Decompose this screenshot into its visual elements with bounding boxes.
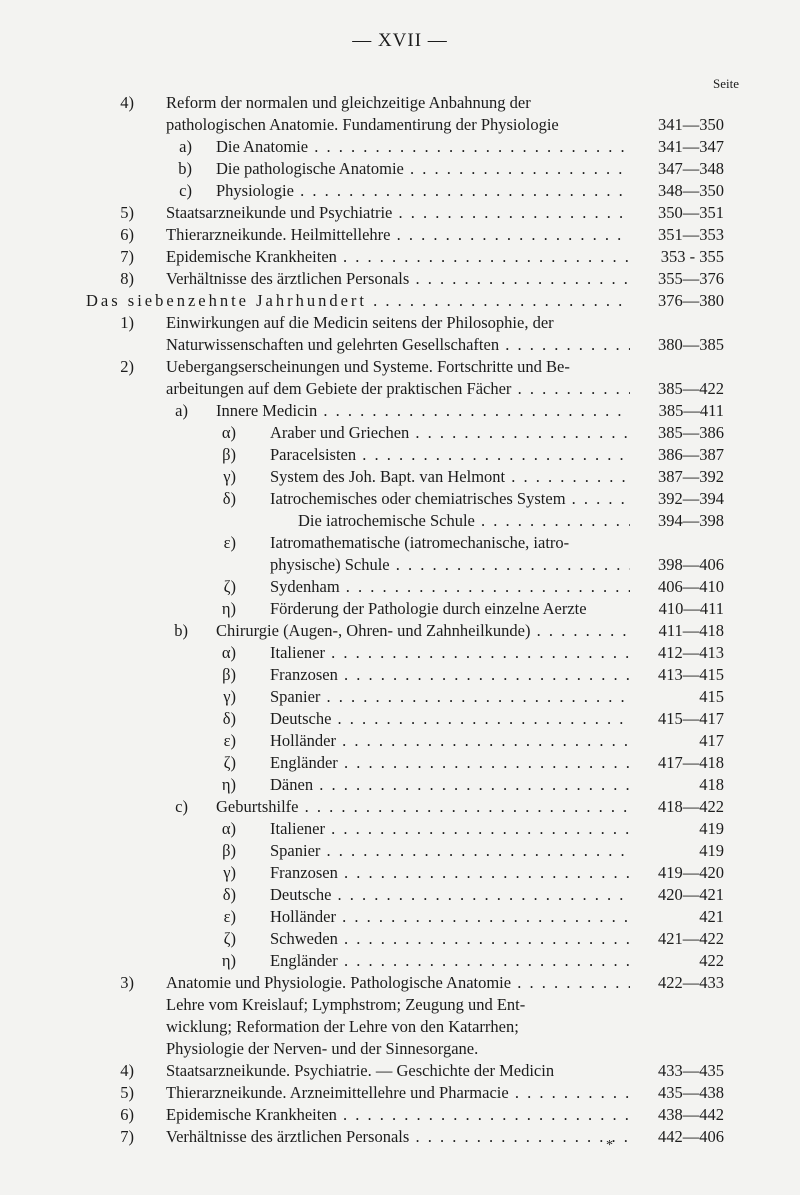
entry-pages: 411—418 <box>658 621 724 640</box>
entry-pages: 435—438 <box>658 1083 724 1102</box>
entry-number: b) <box>174 621 188 640</box>
toc-entry <box>0 928 800 950</box>
entry-pages: 353 - 355 <box>660 247 724 266</box>
entry-title: pathologischen Anatomie. Fundamentirung der Physiologie <box>166 115 559 134</box>
entry-pages: 406—410 <box>658 577 724 596</box>
entry-number: ζ) <box>223 753 236 772</box>
toc-entry <box>0 290 800 312</box>
entry-title: Epidemische Krankheiten . . . <box>166 1104 630 1126</box>
entry-pages: 419 <box>699 819 724 838</box>
entry-pages: 419 <box>699 841 724 860</box>
entry-number: 5) <box>120 203 134 222</box>
entry-title: Uebergangserscheinungen und Systeme. Fortschritte und Be- <box>166 357 570 376</box>
entry-number: δ) <box>222 709 236 728</box>
entry-number: b) <box>178 159 192 178</box>
entry-pages: 413—415 <box>658 665 724 684</box>
toc-entry <box>0 950 800 972</box>
toc-entry <box>0 466 800 488</box>
entry-number: a) <box>179 137 192 156</box>
entry-pages: 442—406 <box>658 1127 724 1146</box>
entry-number: ε) <box>223 533 236 552</box>
toc-entry <box>0 796 800 818</box>
entry-number: η) <box>221 951 236 970</box>
toc-entry <box>0 356 800 378</box>
entry-title: Franzosen . . . <box>270 664 630 686</box>
toc-entry <box>0 774 800 796</box>
toc-entry <box>0 246 800 268</box>
entry-title: wicklung; Reformation der Lehre von den Katarrhen; <box>166 1017 519 1036</box>
toc-entry <box>0 972 800 994</box>
entry-title: Dänen . . . <box>270 774 630 796</box>
entry-number: 6) <box>120 1105 134 1124</box>
entry-title: Italiener . . . <box>270 818 630 840</box>
entry-title: Anatomie und Physiologie. Pathologische Anatomie . . . <box>166 972 630 994</box>
toc-entry <box>0 1038 800 1060</box>
entry-number: γ) <box>223 687 236 706</box>
toc-entry <box>0 554 800 576</box>
entry-number: β) <box>222 445 236 464</box>
toc-entry <box>0 862 800 884</box>
entry-number: α) <box>221 643 236 662</box>
entry-title: Physiologie . . . <box>216 180 630 202</box>
entry-title: Franzosen . . . <box>270 862 630 884</box>
entry-pages: 341—347 <box>658 137 724 156</box>
toc-entry <box>0 532 800 554</box>
entry-pages: 355—376 <box>658 269 724 288</box>
toc-entry <box>0 400 800 422</box>
entry-number: δ) <box>222 885 236 904</box>
entry-title: Die Anatomie . . . <box>216 136 630 158</box>
entry-number: γ) <box>223 863 236 882</box>
entry-pages: 380—385 <box>658 335 724 354</box>
toc-entry <box>0 906 800 928</box>
entry-title: Spanier . . . <box>270 686 630 708</box>
toc-entry <box>0 1082 800 1104</box>
entry-title: Reform der normalen und gleichzeitige Anbahnung der <box>166 93 531 112</box>
toc-entry <box>0 598 800 620</box>
entry-title: Verhältnisse des ärztlichen Personals . . . <box>166 268 630 290</box>
entry-title: Holländer . . . <box>270 906 630 928</box>
entry-pages: 350—351 <box>658 203 724 222</box>
entry-number: ζ) <box>223 577 236 596</box>
entry-number: β) <box>222 665 236 684</box>
entry-title: System des Joh. Bapt. van Helmont . . . <box>270 466 630 488</box>
entry-title: Geburtshilfe . . . <box>216 796 630 818</box>
entry-title: Sydenham . . . <box>270 576 630 598</box>
entry-title: Holländer . . . <box>270 730 630 752</box>
entry-pages: 417—418 <box>658 753 724 772</box>
toc-entry <box>0 884 800 906</box>
toc-entry <box>0 1104 800 1126</box>
entry-pages: 415—417 <box>658 709 724 728</box>
entry-title: Physiologie der Nerven- und der Sinnesorgane. <box>166 1039 479 1058</box>
toc-entry <box>0 818 800 840</box>
entry-pages: 394—398 <box>658 511 724 530</box>
entry-title: Staatsarzneikunde. Psychiatrie. — Geschichte der Medicin <box>166 1061 555 1080</box>
toc-entry <box>0 114 800 136</box>
entry-title: physische) Schule . . . <box>270 554 630 576</box>
entry-number: ζ) <box>223 929 236 948</box>
toc-entry <box>0 378 800 400</box>
entry-title: Araber und Griechen . . . <box>270 422 630 444</box>
toc-entry <box>0 642 800 664</box>
toc-entry <box>0 92 800 114</box>
entry-number: δ) <box>222 489 236 508</box>
toc-entry <box>0 1126 800 1148</box>
toc-entry <box>0 224 800 246</box>
entry-title: Paracelsisten . . . <box>270 444 630 466</box>
entry-number: 4) <box>120 1061 134 1080</box>
toc-entry <box>0 422 800 444</box>
entry-pages: 420—421 <box>658 885 724 904</box>
toc-entry <box>0 730 800 752</box>
entry-number: ε) <box>223 907 236 926</box>
toc-entry <box>0 202 800 224</box>
entry-title: Schweden . . . <box>270 928 630 950</box>
entry-title: Iatromathematische (iatromechanische, iatro- <box>270 533 570 552</box>
entry-pages: 341—350 <box>658 115 724 134</box>
entry-pages: 385—422 <box>658 379 724 398</box>
entry-title: Spanier . . . <box>270 840 630 862</box>
entry-title: Das siebenzehnte Jahrhundert . . . <box>86 290 630 312</box>
toc-entry <box>0 180 800 202</box>
entry-pages: 418—422 <box>658 797 724 816</box>
entry-title: Engländer . . . <box>270 950 630 972</box>
entry-number: 8) <box>120 269 134 288</box>
entry-title: Staatsarzneikunde und Psychiatrie . . . <box>166 202 630 224</box>
entry-number: η) <box>221 775 236 794</box>
entry-title: Einwirkungen auf die Medicin seitens der Philosophie, der <box>166 313 554 332</box>
entry-number: 7) <box>120 247 134 266</box>
entry-number: c) <box>179 181 192 200</box>
entry-pages: 376—380 <box>658 291 724 310</box>
entry-pages: 351—353 <box>658 225 724 244</box>
entry-pages: 421—422 <box>658 929 724 948</box>
entry-title: Engländer . . . <box>270 752 630 774</box>
toc-entry <box>0 510 800 532</box>
toc-entry <box>0 1016 800 1038</box>
entry-pages: 412—413 <box>658 643 724 662</box>
entry-pages: 415 <box>699 687 724 706</box>
entry-title: Iatrochemisches oder chemiatrisches System . . . <box>270 488 630 510</box>
entry-title: Deutsche . . . <box>270 708 630 730</box>
entry-title: Naturwissenschaften und gelehrten Gesellschaften . . . <box>166 334 630 356</box>
entry-pages: 433—435 <box>658 1061 724 1080</box>
page-column-label: Seite <box>713 76 739 91</box>
entry-pages: 419—420 <box>658 863 724 882</box>
entry-title: Thierarzneikunde. Heilmittellehre . . . <box>166 224 630 246</box>
entry-title: Epidemische Krankheiten . . . <box>166 246 630 268</box>
toc-entry <box>0 576 800 598</box>
entry-pages: 438—442 <box>658 1105 724 1124</box>
toc-entry <box>0 708 800 730</box>
toc-entry <box>0 312 800 334</box>
entry-pages: 347—348 <box>658 159 724 178</box>
entry-title: Chirurgie (Augen-, Ohren- und Zahnheilkunde) . . . <box>216 620 630 642</box>
entry-number: α) <box>221 423 236 442</box>
entry-title: Lehre vom Kreislauf; Lymphstrom; Zeugung und Ent- <box>166 995 526 1014</box>
entry-number: γ) <box>223 467 236 486</box>
toc-entry <box>0 664 800 686</box>
entry-number: β) <box>222 841 236 860</box>
entry-pages: 385—411 <box>658 401 724 420</box>
toc-entry <box>0 268 800 290</box>
entry-pages: 386—387 <box>658 445 724 464</box>
entry-pages: 422—433 <box>658 973 724 992</box>
entry-title: Verhältnisse des ärztlichen Personals . . . <box>166 1126 630 1148</box>
toc-entry <box>0 686 800 708</box>
entry-number: 3) <box>120 973 134 992</box>
toc-entry <box>0 444 800 466</box>
toc-entry <box>0 488 800 510</box>
entry-number: 5) <box>120 1083 134 1102</box>
entry-number: ε) <box>223 731 236 750</box>
toc-entry <box>0 994 800 1016</box>
entry-number: α) <box>221 819 236 838</box>
entry-title: Italiener . . . <box>270 642 630 664</box>
toc-entry <box>0 136 800 158</box>
footnote-mark: * <box>606 1138 613 1153</box>
entry-pages: 392—394 <box>658 489 724 508</box>
entry-number: c) <box>175 797 188 816</box>
toc-entry <box>0 334 800 356</box>
entry-pages: 387—392 <box>658 467 724 486</box>
entry-pages: 418 <box>699 775 724 794</box>
entry-number: 1) <box>120 313 134 332</box>
entry-title: arbeitungen auf dem Gebiete der praktischen Fächer . . . <box>166 378 630 400</box>
entry-number: 7) <box>120 1127 134 1146</box>
entry-title: Die iatrochemische Schule . . . <box>298 510 630 532</box>
page-number: — XVII — <box>352 30 448 51</box>
entry-pages: 421 <box>699 907 724 926</box>
entry-pages: 398—406 <box>658 555 724 574</box>
entry-title: Innere Medicin . . . <box>216 400 630 422</box>
toc-entry <box>0 1060 800 1082</box>
entry-title: Deutsche . . . <box>270 884 630 906</box>
entry-pages: 410—411 <box>658 599 724 618</box>
entry-pages: 385—386 <box>658 423 724 442</box>
entry-pages: 348—350 <box>658 181 724 200</box>
entry-number: 2) <box>120 357 134 376</box>
entry-pages: 422 <box>699 951 724 970</box>
entry-number: η) <box>221 599 236 618</box>
entry-pages: 417 <box>699 731 724 750</box>
entry-number: 4) <box>120 93 134 112</box>
entry-title: Die pathologische Anatomie . . . <box>216 158 630 180</box>
entry-title: Förderung der Pathologie durch einzelne Aerzte <box>270 599 587 618</box>
toc-entry <box>0 620 800 642</box>
toc-entry <box>0 840 800 862</box>
entry-number: 6) <box>120 225 134 244</box>
toc-entry <box>0 752 800 774</box>
entry-number: a) <box>175 401 188 420</box>
entry-title: Thierarzneikunde. Arzneimittellehre und Pharmacie . . . <box>166 1082 630 1104</box>
toc-entry <box>0 158 800 180</box>
